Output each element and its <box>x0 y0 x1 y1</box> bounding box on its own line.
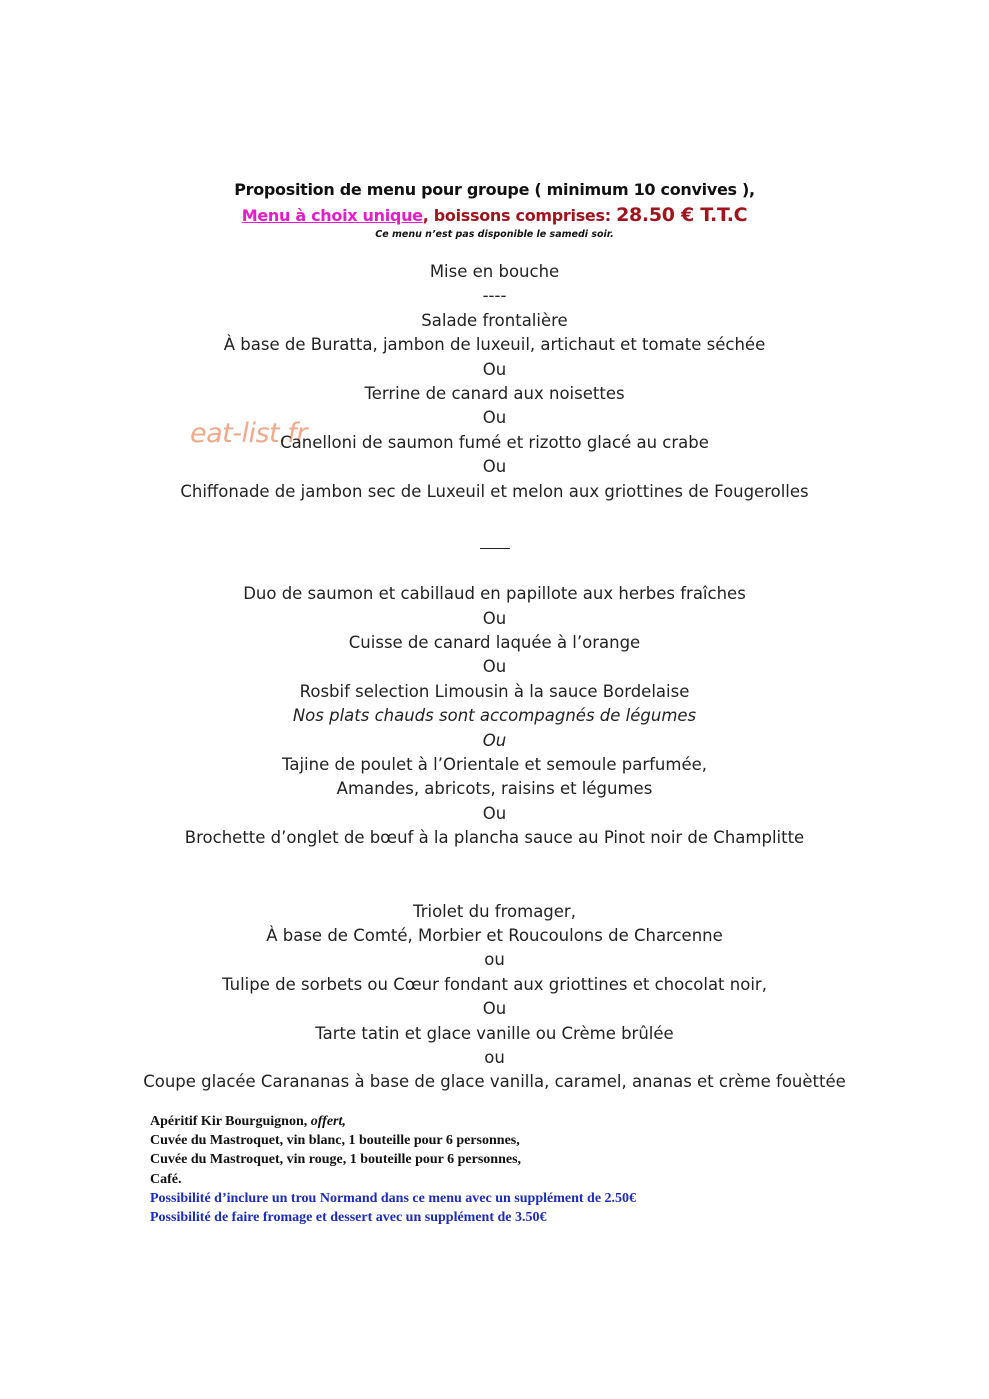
menu-line: Tajine de poulet à l’Orientale et semoule parfumée, <box>281 755 707 775</box>
menu-ou: Ou <box>482 408 507 428</box>
menu-line: Salade frontalière <box>421 310 568 330</box>
section-divider <box>0 534 989 558</box>
menu-line: Chiffonade de jambon sec de Luxeuil et melon aux griottines de Fougerolles <box>180 481 809 501</box>
menu-title: Proposition de menu pour groupe ( minimum 10 convives ), <box>234 180 755 199</box>
aperitif-label: Apéritif Kir Bourguignon, <box>150 1114 311 1129</box>
aperitif-line <box>150 1112 636 1131</box>
menu-line: Tulipe de sorbets ou Cœur fondant aux griottines et chocolat noir, <box>222 974 767 994</box>
menu-note: Nos plats chauds sont accompagnés de légumes <box>292 706 697 726</box>
menu-line: À base de Comté, Morbier et Roucoulons de Charcenne <box>266 925 723 945</box>
option-fromage-dessert: Possibilité de faire fromage et dessert avec un supplément de 3.50€ <box>150 1210 547 1226</box>
aperitif-offert: offert, <box>310 1114 346 1129</box>
drinks-footer <box>150 1112 636 1227</box>
menu-line: À base de Buratta, jambon de luxeuil, artichaut et tomate séchée <box>223 335 766 355</box>
menu-ou: Ou <box>482 457 507 477</box>
menu-header <box>0 178 989 241</box>
menu-ou: Ou <box>482 608 507 628</box>
boissons-label: , boissons comprises: <box>422 206 617 225</box>
menu-line: Rosbif selection Limousin à la sauce Bordelaise <box>299 681 690 701</box>
menu-line: Duo de saumon et cabillaud en papillote aux herbes fraîches <box>243 584 746 604</box>
menu-line: Canelloni de saumon fumé et rizotto glacé au crabe <box>280 432 709 452</box>
menu-ou: ou <box>484 950 505 970</box>
option-trou-normand: Possibilité d’inclure un trou Normand dans ce menu avec un supplément de 2.50€ <box>150 1190 637 1206</box>
menu-price: 28.50 € T.T.C <box>616 204 748 226</box>
menu-line: Tarte tatin et glace vanille ou Crème brûlée <box>315 1023 674 1043</box>
menu-subtitle <box>0 202 989 229</box>
entrees-section <box>0 260 989 504</box>
choix-unique-label: Menu à choix unique <box>241 206 423 225</box>
watermark-logo: eat-list.fr <box>190 418 307 449</box>
menu-ou: Ou <box>482 803 507 823</box>
availability-note: Ce menu n’est pas disponible le samedi soir. <box>375 229 614 240</box>
menu-ou: Ou <box>482 999 507 1019</box>
vin-rouge-line: Cuvée du Mastroquet, vin rouge, 1 bouteille pour 6 personnes, <box>150 1152 522 1168</box>
menu-line: Triolet du fromager, <box>413 901 576 921</box>
menu-line: Brochette d’onglet de bœuf à la plancha sauce au Pinot noir de Champlitte <box>184 828 805 848</box>
menu-ou: ou <box>484 1047 505 1067</box>
plats-section <box>0 582 989 850</box>
vin-blanc-line: Cuvée du Mastroquet, vin blanc, 1 bouteille pour 6 personnes, <box>150 1133 520 1149</box>
menu-line: Amandes, abricots, raisins et légumes <box>336 779 653 799</box>
desserts-section <box>0 900 989 1095</box>
menu-body <box>0 260 989 1095</box>
menu-ou: Ou <box>482 359 507 379</box>
menu-line: Coupe glacée Carananas à base de glace vanilla, caramel, ananas et crème fouèttée <box>143 1072 846 1092</box>
cafe-line: Café. <box>150 1171 182 1187</box>
menu-separator: ---- <box>482 286 507 306</box>
menu-line: Terrine de canard aux noisettes <box>364 383 625 403</box>
menu-ou: Ou <box>482 657 507 677</box>
menu-ou: Ou <box>482 730 507 750</box>
menu-line: Cuisse de canard laquée à l’orange <box>348 633 641 653</box>
menu-line: Mise en bouche <box>429 262 560 281</box>
